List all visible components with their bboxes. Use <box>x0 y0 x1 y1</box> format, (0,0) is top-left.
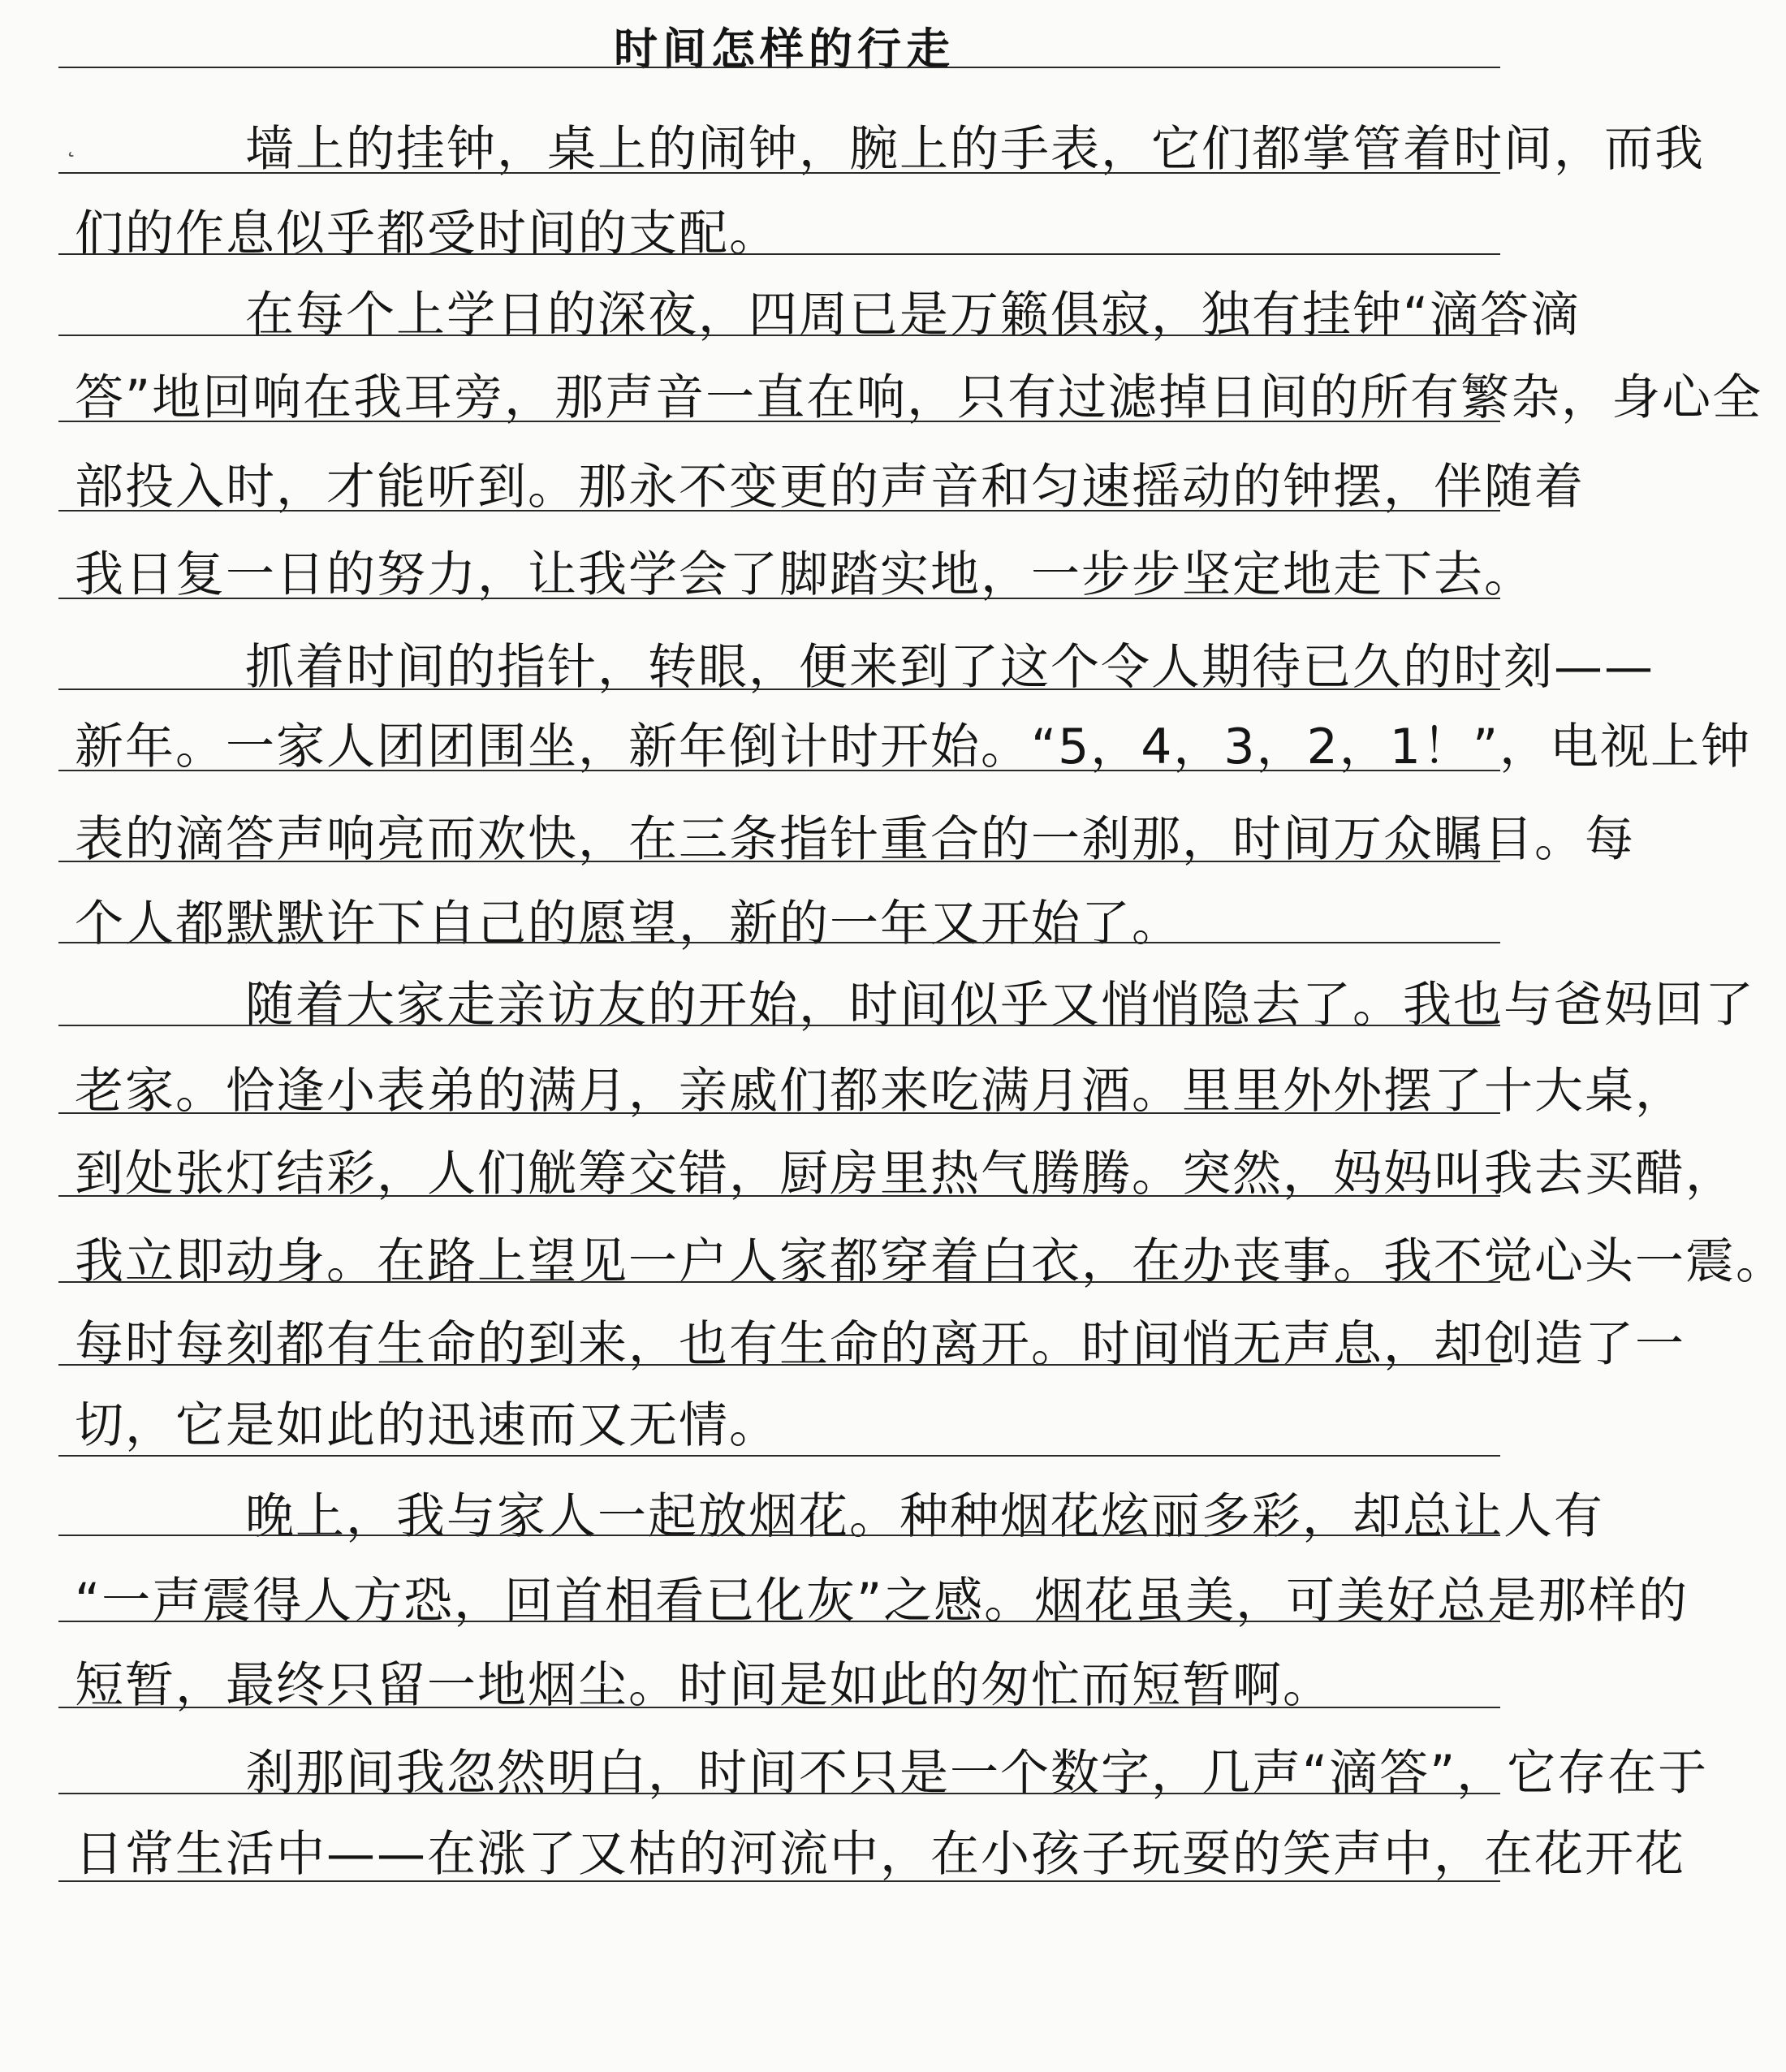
essay-line: 切，它是如此的迅速而又无情。 <box>75 1397 779 1454</box>
ruled-line <box>58 1793 1500 1794</box>
ruled-line <box>58 1025 1500 1026</box>
essay-line: 短暂，最终只留一地烟尘。时间是如此的匆忙而短暂啊。 <box>75 1657 1333 1714</box>
margin-mark: ˛ <box>65 130 77 158</box>
ruled-line <box>58 1195 1500 1197</box>
ruled-line <box>58 510 1500 512</box>
essay-line: 答”地回响在我耳旁，那声音一直在响，只有过滤掉日间的所有繁杂，身心全 <box>75 369 1763 426</box>
essay-line: 我立即动身。在路上望见一户人家都穿着白衣，在办丧事。我不觉心头一震。 <box>75 1233 1786 1290</box>
ruled-line <box>58 1707 1500 1708</box>
ruled-line <box>58 1112 1500 1114</box>
essay-line: 每时每刻都有生命的到来，也有生命的离开。时间悄无声息，却创造了一 <box>75 1316 1685 1373</box>
essay-title: 时间怎样的行走 <box>614 24 955 75</box>
ruled-line <box>58 1621 1500 1622</box>
ruled-line <box>58 253 1500 255</box>
ruled-line <box>58 1880 1500 1882</box>
essay-line: 墙上的挂钟，桌上的闹钟，腕上的手表，它们都掌管着时间，而我 <box>245 121 1705 178</box>
essay-line: 们的作息似乎都受时间的支配。 <box>75 205 779 262</box>
ruled-line <box>58 770 1500 771</box>
ruled-line <box>58 421 1500 422</box>
essay-line: 刹那间我忽然明白，时间不只是一个数字，几声“滴答”，它存在于 <box>245 1745 1709 1802</box>
essay-line: 我日复一日的努力，让我学会了脚踏实地，一步步坚定地走下去。 <box>75 546 1534 603</box>
ruled-line <box>58 861 1500 862</box>
ruled-line <box>58 335 1500 336</box>
essay-line: 老家。恰逢小表弟的满月，亲戚们都来吃满月酒。里里外外摆了十大桌， <box>75 1063 1685 1120</box>
ruled-line <box>58 172 1500 174</box>
essay-line: 抓着时间的指针，转眼，便来到了这个令人期待已久的时刻—— <box>245 639 1654 696</box>
essay-line: 晚上，我与家人一起放烟花。种种烟花炫丽多彩，却总让人有 <box>245 1488 1604 1545</box>
essay-line: 在每个上学日的深夜，四周已是万籁俱寂，独有挂钟“滴答滴 <box>245 287 1581 343</box>
ruled-line <box>58 1455 1500 1457</box>
ruled-line <box>58 1535 1500 1536</box>
ruled-line <box>58 598 1500 599</box>
ruled-line <box>58 689 1500 690</box>
essay-line: 到处张灯结彩，人们觥筹交错，厨房里热气腾腾。突然，妈妈叫我去买醋， <box>75 1146 1736 1202</box>
ruled-line <box>58 942 1500 943</box>
title-underline <box>58 67 1500 68</box>
ruled-line <box>58 1364 1500 1366</box>
essay-line: 表的滴答声响亮而欢快，在三条指针重合的一刹那，时间万众瞩目。每 <box>75 811 1635 868</box>
essay-line: 部投入时，才能听到。那永不变更的声音和匀速摇动的钟摆，伴随着 <box>75 459 1585 516</box>
essay-line: “一声震得人方恐，回首相看已化灰”之感。烟花虽美，可美好总是那样的 <box>75 1573 1689 1630</box>
essay-line: 随着大家走亲访友的开始，时间似乎又悄悄隐去了。我也与爸妈回了 <box>245 977 1755 1034</box>
essay-line: 日常生活中——在涨了又枯的河流中，在小孩子玩耍的笑声中，在花开花 <box>75 1826 1685 1883</box>
essay-line: 新年。一家人团团围坐，新年倒计时开始。“5，4，3，2，1！”，电视上钟 <box>75 719 1752 775</box>
ruled-line <box>58 1281 1500 1283</box>
essay-line: 个人都默默许下自己的愿望，新的一年又开始了。 <box>75 896 1182 952</box>
